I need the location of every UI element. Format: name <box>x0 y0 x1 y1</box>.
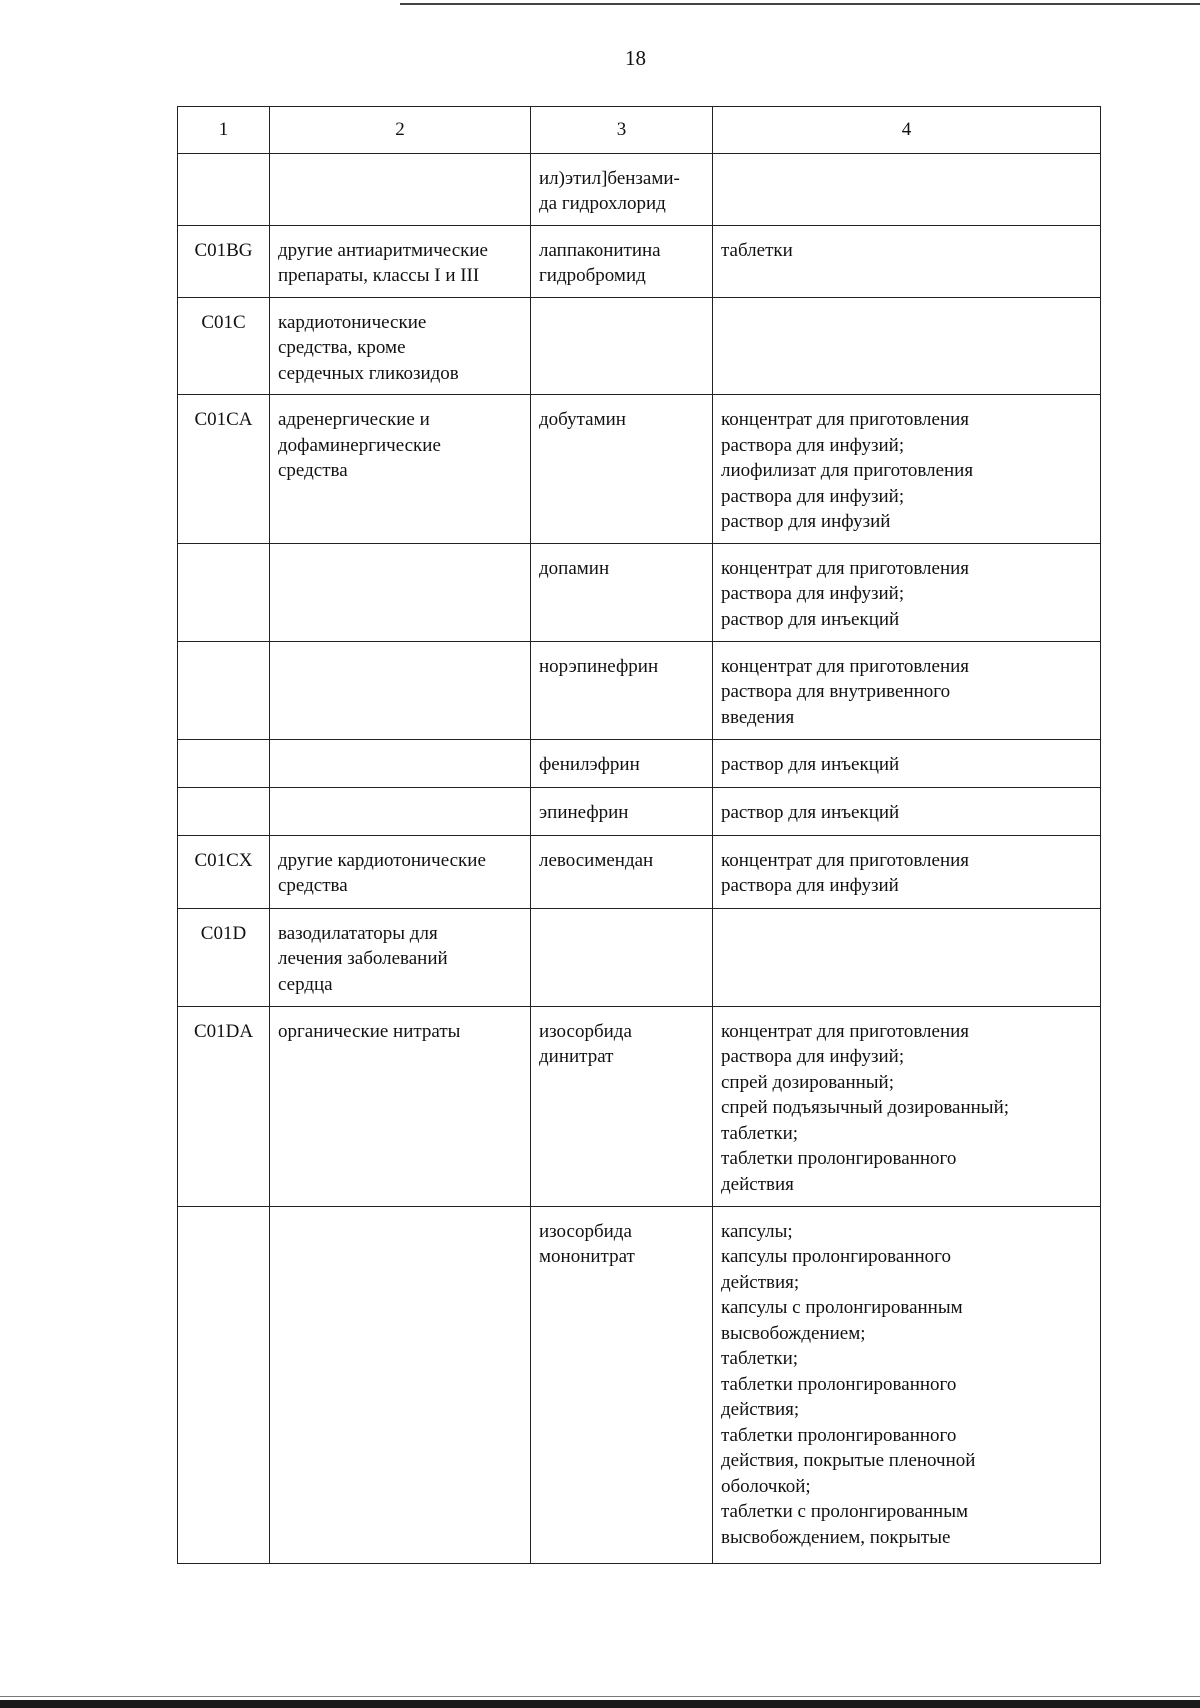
group-cell <box>270 1206 531 1563</box>
atc-code-cell <box>178 787 270 835</box>
group-cell <box>270 153 531 225</box>
dosage-forms-cell: таблетки <box>713 225 1101 297</box>
dosage-forms-cell: раствор для инъекций <box>713 739 1101 787</box>
dosage-forms-cell <box>713 153 1101 225</box>
medicines-table <box>177 106 1101 1564</box>
dosage-forms-cell: раствор для инъекций <box>713 787 1101 835</box>
header-col-4: 4 <box>713 107 1101 154</box>
table-header-row <box>178 107 1101 154</box>
atc-code-cell: C01CA <box>178 395 270 544</box>
substance-cell <box>531 908 713 1006</box>
scan-edge-top <box>400 3 1200 5</box>
group-cell: адренергические и дофаминергические средства <box>270 395 531 544</box>
group-cell: вазодилататоры для лечения заболеваний сердца <box>270 908 531 1006</box>
scan-edge-bottom <box>0 1700 1200 1708</box>
header-col-3: 3 <box>531 107 713 154</box>
header-col-1: 1 <box>178 107 270 154</box>
table-row <box>178 543 1101 641</box>
table-row <box>178 395 1101 544</box>
header-col-2: 2 <box>270 107 531 154</box>
atc-code-cell: C01CX <box>178 835 270 908</box>
atc-code-cell <box>178 153 270 225</box>
atc-code-cell: C01D <box>178 908 270 1006</box>
atc-code-cell: C01BG <box>178 225 270 297</box>
table-row <box>178 787 1101 835</box>
group-cell: другие антиаритмические препараты, классы I и III <box>270 225 531 297</box>
group-cell: другие кардиотонические средства <box>270 835 531 908</box>
group-cell <box>270 739 531 787</box>
atc-code-cell <box>178 641 270 739</box>
atc-code-cell: C01C <box>178 297 270 395</box>
substance-cell: допамин <box>531 543 713 641</box>
table-row <box>178 739 1101 787</box>
atc-code-cell: C01DA <box>178 1006 270 1206</box>
substance-cell: изосорбида мононитрат <box>531 1206 713 1563</box>
page-number: 18 <box>625 46 646 70</box>
substance-cell: левосимендан <box>531 835 713 908</box>
dosage-forms-cell: капсулы; капсулы пролонгированного действия; капсулы с пролонгированным высвобождением; таблетки; таблетки пролонгированного действия; таблетки пролонгированного действия, покрытые пленочной оболочкой; таблетки с пролонгированным высвобождением, покрытые <box>713 1206 1101 1563</box>
scan-edge-bottom-thin <box>0 1696 1200 1697</box>
substance-cell: норэпинефрин <box>531 641 713 739</box>
table-row <box>178 297 1101 395</box>
table-row <box>178 908 1101 1006</box>
dosage-forms-cell: концентрат для приготовления раствора для инфузий; лиофилизат для приготовления раствора для инфузий; раствор для инфузий <box>713 395 1101 544</box>
substance-cell <box>531 297 713 395</box>
dosage-forms-cell: концентрат для приготовления раствора для инфузий <box>713 835 1101 908</box>
dosage-forms-cell <box>713 297 1101 395</box>
table-row <box>178 225 1101 297</box>
table-row <box>178 1006 1101 1206</box>
substance-cell: эпинефрин <box>531 787 713 835</box>
substance-cell: изосорбида динитрат <box>531 1006 713 1206</box>
table-row <box>178 1206 1101 1563</box>
atc-code-cell <box>178 739 270 787</box>
table-row <box>178 641 1101 739</box>
group-cell: кардиотонические средства, кроме сердечных гликозидов <box>270 297 531 395</box>
dosage-forms-cell: концентрат для приготовления раствора для инфузий; раствор для инъекций <box>713 543 1101 641</box>
group-cell <box>270 543 531 641</box>
dosage-forms-cell: концентрат для приготовления раствора для внутривенного введения <box>713 641 1101 739</box>
substance-cell: фенилэфрин <box>531 739 713 787</box>
substance-cell: добутамин <box>531 395 713 544</box>
group-cell <box>270 641 531 739</box>
atc-code-cell <box>178 1206 270 1563</box>
group-cell: органические нитраты <box>270 1006 531 1206</box>
substance-cell: лаппаконитина гидробромид <box>531 225 713 297</box>
group-cell <box>270 787 531 835</box>
table-row <box>178 153 1101 225</box>
dosage-forms-cell <box>713 908 1101 1006</box>
atc-code-cell <box>178 543 270 641</box>
substance-cell: ил)этил]бензами- да гидрохлорид <box>531 153 713 225</box>
dosage-forms-cell: концентрат для приготовления раствора для инфузий; спрей дозированный; спрей подъязычный дозированный; таблетки; таблетки пролонгированного действия <box>713 1006 1101 1206</box>
table-row <box>178 835 1101 908</box>
